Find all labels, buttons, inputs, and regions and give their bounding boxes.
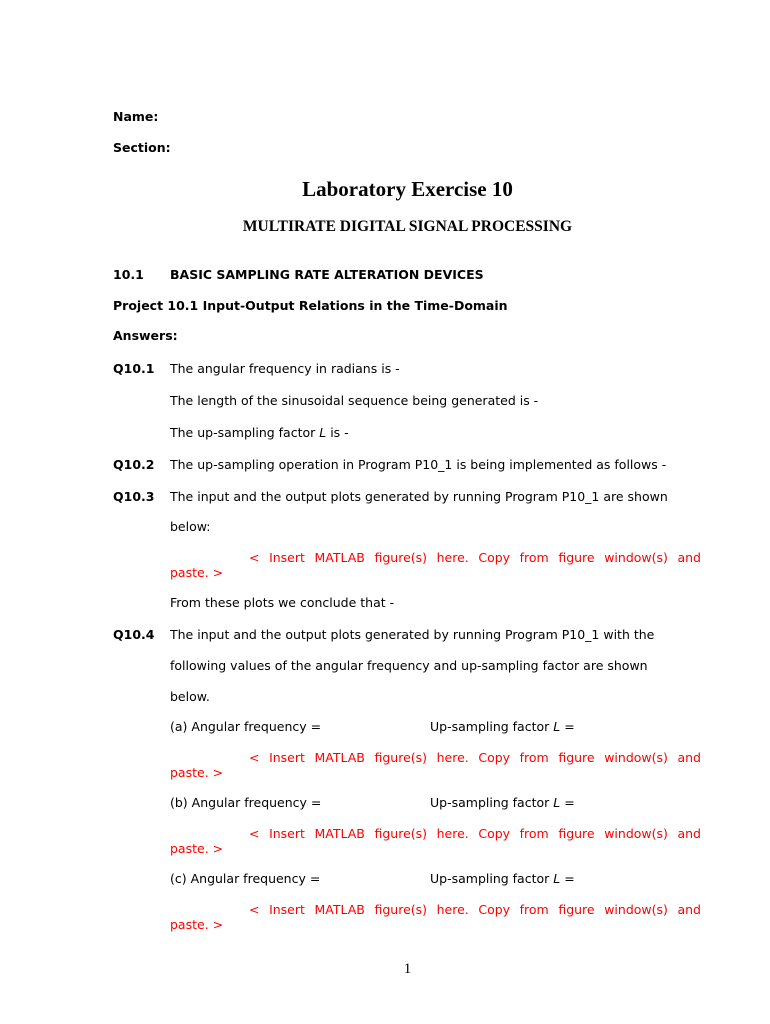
page-subtitle: MULTIRATE DIGITAL SIGNAL PROCESSING [242, 218, 573, 235]
q10-4-line-1: The input and the output plots generated by running Program P10_1 with the [170, 627, 655, 642]
upsampling-suffix: = [560, 795, 575, 810]
upsampling-var: L [553, 719, 561, 734]
q10-1-line-3-var: L [319, 425, 327, 440]
q10-1-line-3-prefix: The up-sampling factor [170, 425, 320, 440]
q10-1-line-1: The angular frequency in radians is - [170, 361, 400, 376]
q10-4-line-3: below. [170, 689, 210, 704]
insert-note-line-2: paste. > [170, 917, 224, 932]
q10-3-line-2: below: [170, 519, 211, 534]
upsampling-prefix: Up-sampling factor [430, 719, 554, 734]
question-label-q10-1: Q10.1 [113, 361, 155, 376]
section-heading: BASIC SAMPLING RATE ALTERATION DEVICES [170, 267, 484, 282]
q10-4-item-c-frequency: (c) Angular frequency = [170, 871, 321, 886]
q10-4-item-a-upsampling [430, 719, 575, 734]
insert-note-line-1: < Insert MATLAB figure(s) here. Copy from figure window(s) and [249, 826, 701, 841]
name-label: Name: [113, 109, 159, 124]
q10-2-line-1: The up-sampling operation in Program P10_1 is being implemented as follows - [170, 457, 667, 472]
upsampling-var: L [553, 871, 561, 886]
question-label-q10-3: Q10.3 [113, 489, 155, 504]
question-label-q10-2: Q10.2 [113, 457, 155, 472]
insert-figure-note [170, 550, 701, 580]
upsampling-suffix: = [560, 871, 575, 886]
q10-4-line-2: following values of the angular frequency and up-sampling factor are shown [170, 658, 648, 673]
insert-figure-note [170, 826, 701, 856]
q10-1-line-3 [170, 425, 349, 440]
insert-note-line-1: < Insert MATLAB figure(s) here. Copy from figure window(s) and [249, 550, 701, 565]
insert-note-line-2: paste. > [170, 765, 224, 780]
q10-1-line-3-suffix: is - [326, 425, 349, 440]
upsampling-var: L [553, 795, 561, 810]
q10-3-conclusion: From these plots we conclude that - [170, 595, 395, 610]
project-heading: Project 10.1 Input-Output Relations in the Time-Domain [113, 298, 508, 313]
q10-3-line-1: The input and the output plots generated by running Program P10_1 are shown [170, 489, 668, 504]
q10-1-line-2: The length of the sinusoidal sequence being generated is - [170, 393, 539, 408]
q10-4-item-c-upsampling [430, 871, 575, 886]
page-number: 1 [403, 961, 412, 977]
upsampling-suffix: = [560, 719, 575, 734]
q10-4-item-b-frequency: (b) Angular frequency = [170, 795, 322, 810]
insert-figure-note [170, 750, 701, 780]
upsampling-prefix: Up-sampling factor [430, 871, 554, 886]
page-title: Laboratory Exercise 10 [302, 177, 513, 201]
insert-note-line-2: paste. > [170, 841, 224, 856]
insert-note-line-1: < Insert MATLAB figure(s) here. Copy from figure window(s) and [249, 902, 701, 917]
insert-note-line-2: paste. > [170, 565, 224, 580]
insert-note-line-1: < Insert MATLAB figure(s) here. Copy from figure window(s) and [249, 750, 701, 765]
upsampling-prefix: Up-sampling factor [430, 795, 554, 810]
section-label: Section: [113, 140, 171, 155]
q10-4-item-a-frequency: (a) Angular frequency = [170, 719, 322, 734]
q10-4-item-b-upsampling [430, 795, 575, 810]
question-label-q10-4: Q10.4 [113, 627, 155, 642]
section-number: 10.1 [113, 267, 144, 282]
insert-figure-note [170, 902, 701, 932]
answers-label: Answers: [113, 328, 178, 343]
